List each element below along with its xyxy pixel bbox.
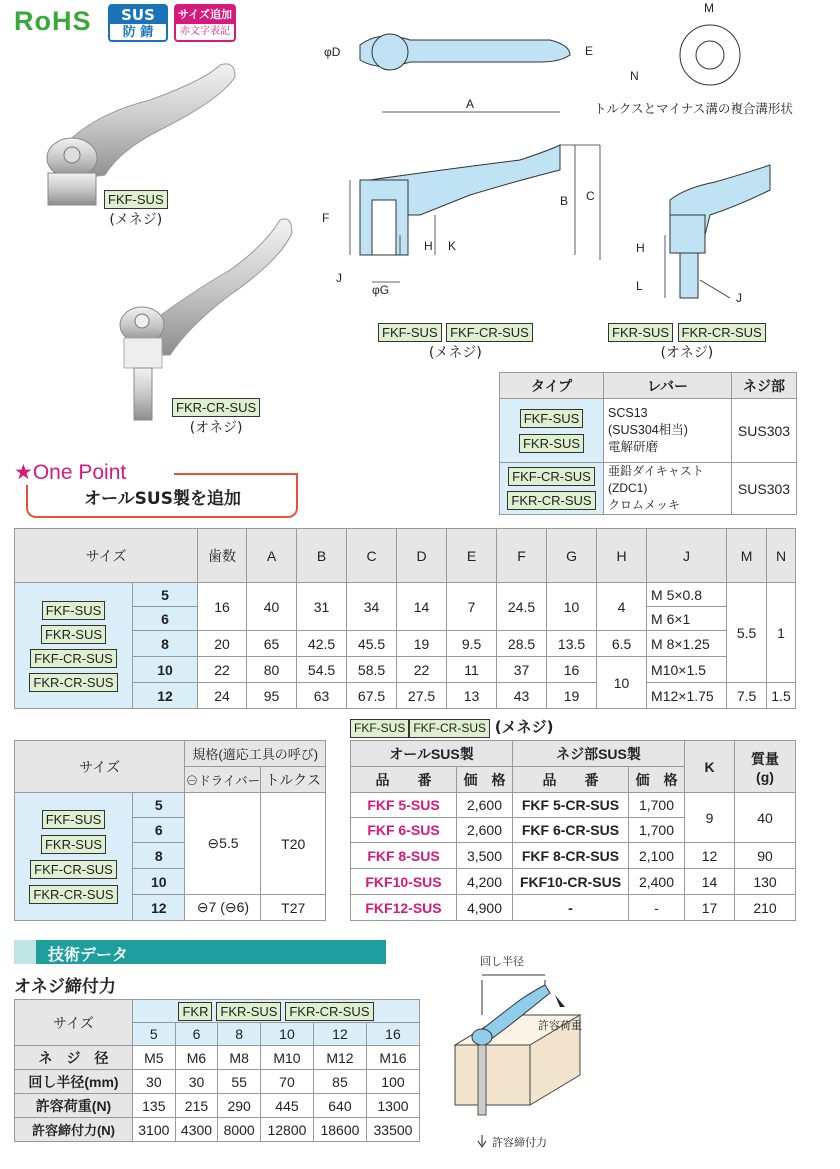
size-cell: 10 [133,869,185,895]
type-tag: FKR-CR-SUS [172,398,260,417]
section-title: 技術データ [48,945,129,964]
part-number: FKF 6-SUS [351,818,457,843]
dim-b: B [560,194,569,208]
size-badge-top: サイズ追加 [176,6,234,24]
fkf-photo-caption [104,190,168,229]
tightening-force-table: サイズ FKR FKR-SUS FKR-CR-SUS 5 6 8 10 12 16 ネ ジ 径 M5 M6 M8 M10 M12 M16 回し半径(mm) 30 30 55 70 85 100 許容荷重(N) 135 215 290 445 640 1300 許容締付力(N) 3100 4300 8000 12800 18600 33500 [14,999,420,1142]
dim-phid: φD [324,45,341,59]
col-header: サイズ [15,1000,133,1046]
row-label: 回し半径(mm) [15,1070,133,1094]
torx-note: トルクスとマイナス溝の複合溝形状 [594,102,793,116]
part-number: FKF12-SUS [351,895,457,921]
col-header: G [547,529,597,583]
dim-j2: J [736,291,742,305]
col-header: J [647,529,727,583]
col-header: オールSUS製 [351,741,513,767]
row-label: 許容締付力(N) [15,1118,133,1142]
col-header: N [767,529,796,583]
size-cell: 6 [133,818,185,843]
col-header: サイズ [15,741,185,793]
type-tag: FKR-CR-SUS [285,1002,373,1021]
col-header: ネジ部 [732,373,797,399]
size-cell: 12 [133,895,185,921]
row-label: ネ ジ 径 [15,1046,133,1070]
part-number: FKF10-SUS [351,869,457,895]
type-cell: FKF-SUS FKR-SUS FKF-CR-SUS FKR-CR-SUS [15,583,133,709]
part-number: FKF10-CR-SUS [513,869,629,895]
fkf-lever-photo [47,64,235,205]
one-point-text: オールSUS製を追加 [84,489,241,509]
col-header: E [447,529,497,583]
type-tag: FKR-CR-SUS [507,491,595,510]
dim-h: H [424,239,433,253]
one-point-title: ★One Point [14,460,130,485]
part-number: FKF 8-SUS [351,843,457,869]
material-table [499,372,797,515]
col-header: D [397,529,447,583]
dimension-table: サイズ 歯数 A B C D E F G H J M N FKF-SUS FKR-SUS FKF-CR-SUS FKR-CR-SUS 5 16 40 31 34 14 7 24.5 10 4 M 5×0.8 5.5 1 6 M 6×1 8 20 65 42.5 45.5 19 9.5 28.5 13.5 6.5 M 8×1.25 10 22 80 54.5 58.5 22 11 37 16 10 M10×1.5 12 24 95 63 67.5 27.5 13 43 19 M12×1.75 7.5 1.5 [14,528,796,709]
price: 3,500 [457,843,513,869]
size-cell: 10 [133,657,198,683]
price: 1,700 [629,793,685,818]
part-number: - [513,895,629,921]
size-added-badge [174,4,236,42]
dim-c: C [586,189,595,203]
force-diagram [440,945,610,1160]
thread-note: (オネジ) [660,345,714,361]
col-header: C [347,529,397,583]
sus-badge [108,4,168,42]
tool-table: サイズ 規格(適応工具の呼び) ⊖ドライバー トルクス FKF-SUS FKR-SUS FKF-CR-SUS FKR-CR-SUS 5 ⊖5.5 T20 6 8 10 12 ⊖7 (⊖6) T27 [14,740,326,921]
type-tag: FKF-SUS [350,719,409,738]
male-thread-caption [608,323,766,362]
price: 1,700 [629,818,685,843]
one-point-box [14,460,300,518]
type-tag: FKF-CR-SUS [508,467,595,486]
lever-material: SCS13 (SUS304相当) 電解研磨 [604,399,732,463]
col-header: レバー [604,373,732,399]
thread-note: (メネジ) [109,212,163,228]
dim-phig: φG [372,283,390,297]
type-cell [500,399,604,463]
col-header: A [247,529,297,583]
type-cell [500,463,604,515]
col-header: トルクス [261,767,326,793]
dimension-drawing [320,0,830,320]
thread-note: (メネジ) [494,718,554,736]
fig-load-label: 許容荷重 [538,1020,582,1032]
price: 4,200 [457,869,513,895]
price: 2,100 [629,843,685,869]
col-header: 歯数 [198,529,247,583]
product-photos [30,55,320,450]
col-header: B [297,529,347,583]
size-cell: 6 [133,607,198,631]
price-table: オールSUS製 ネジ部SUS製 K 質量 (g) 品 番 価 格 品 番 価 格 FKF 5-SUS 2,600 FKF 5-CR-SUS 1,700 9 40 FKF 6-SUS 2,600 FKF 6-CR-SUS 1,700 FKF 8-SUS 3,500 FKF 8-CR-SUS 2,100 12 90 FKF10-SUS 4,200 FKF10-CR-SUS 2,400 14 130 FKF12-SUS 4,900 - - 17 210 [350,740,796,921]
col-header: ⊖ドライバー [185,767,261,793]
dim-j: J [336,271,342,285]
type-tag: FKF-SUS [104,190,168,209]
col-header: 規格(適応工具の呼び) [185,741,326,767]
type-tag: FKR-SUS [519,434,584,453]
type-tag: FKF-CR-SUS [409,719,490,738]
type-tag: FKR-CR-SUS [678,323,766,342]
part-number: FKF 5-SUS [351,793,457,818]
dim-l: L [636,279,643,293]
size-cell: 12 [133,683,198,709]
dim-n: N [630,69,639,83]
type-tag: FKF-SUS [378,323,442,342]
fig-force-label: 許容締付力 [492,1137,547,1149]
type-tag: FKF-CR-SUS [446,323,533,342]
price: 2,400 [629,869,685,895]
col-header: H [597,529,647,583]
price-table-title [350,716,554,738]
col-header: ネジ部SUS製 [513,741,685,767]
col-header: タイプ [500,373,604,399]
part-number: FKF 8-CR-SUS [513,843,629,869]
row-label: 許容荷重(N) [15,1094,133,1118]
fkr-photo-caption [172,398,260,437]
col-header: K [685,741,735,793]
sus-badge-top: SUS [110,6,166,24]
dim-h2: H [636,241,645,255]
size-cell: 8 [133,631,198,657]
dim-a: A [466,97,475,111]
col-header: 質量 (g) [735,741,796,793]
dim-e: E [585,44,594,58]
type-cell: FKF-SUS FKR-SUS FKF-CR-SUS FKR-CR-SUS [15,793,133,921]
price: 2,600 [457,793,513,818]
price: 2,600 [457,818,513,843]
screw-material: SUS303 [732,463,797,515]
dim-f: F [322,211,330,225]
type-tag: FKR-SUS [216,1002,281,1021]
part-number: FKF 5-CR-SUS [513,793,629,818]
size-cell: 5 [133,583,198,607]
tech-subtitle: オネジ締付力 [14,977,116,997]
size-cell: 8 [133,843,185,869]
col-header: サイズ [15,529,198,583]
tech-data-header [14,940,386,964]
col-header: M [727,529,767,583]
type-tag: FKF-SUS [520,409,584,428]
type-tag: FKR-SUS [608,323,673,342]
screw-material: SUS303 [732,399,797,463]
dim-k: K [448,239,457,253]
female-thread-caption [378,323,533,362]
fig-radius-label: 回し半径 [480,956,524,968]
fkr-lever-photo [120,219,292,420]
thread-note: (オネジ) [189,420,243,436]
size-cell: 5 [133,793,185,818]
lever-material: 亜鉛ダイキャスト(ZDC1) クロムメッキ [604,463,732,515]
size-badge-bottom: 赤文字表記 [180,26,230,37]
sus-badge-bottom: 防 錆 [122,25,154,40]
dim-m: M [704,1,714,15]
part-number: FKF 6-CR-SUS [513,818,629,843]
thread-note: (メネジ) [428,345,482,361]
col-header: F [497,529,547,583]
price: - [629,895,685,921]
rohs-logo: RoHS [14,6,92,36]
type-tag: FKR [178,1002,212,1021]
price: 4,900 [457,895,513,921]
